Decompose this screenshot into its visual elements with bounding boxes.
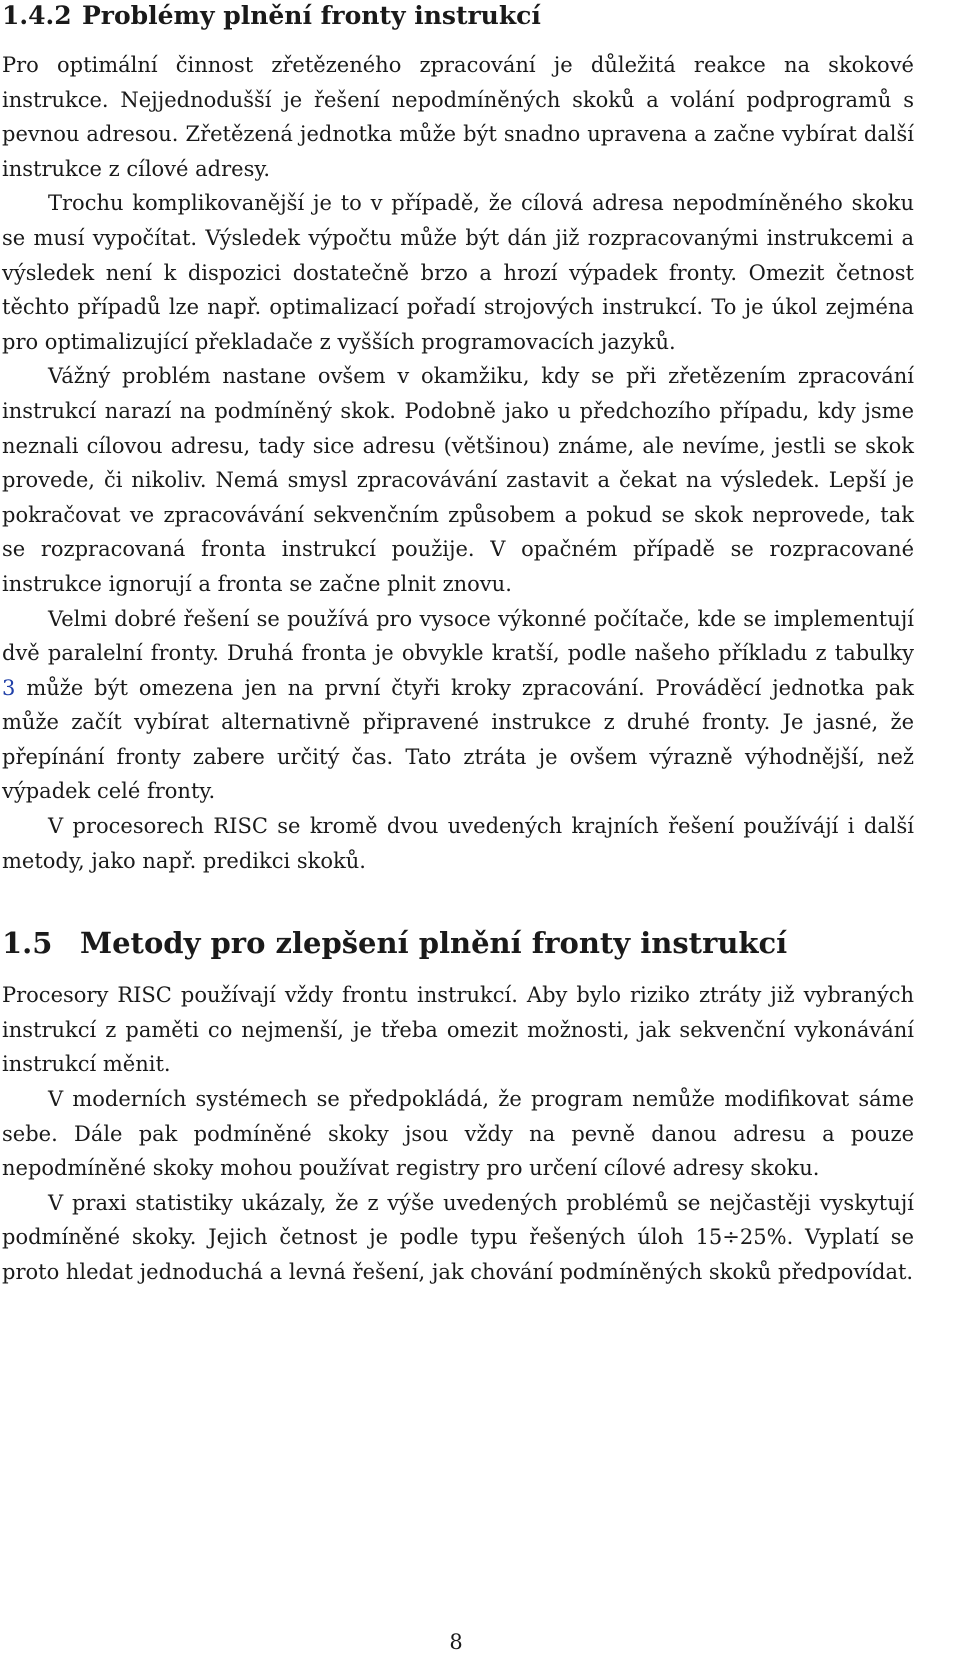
paragraph-2: Trochu komplikovanější je to v případě, že cílová adresa nepodmíněného skoku se musí vypočítat. Výsledek výpočtu může být dán již rozpracovanými instrukcemi a výsledek není k dispozici dostatečně brzo a hrozí výpadek fronty. Omezit četnost těchto případů lze např. optimalizací pořadí strojových instrukcí. To je úkol zejména pro optimalizující překladače z vyšších programovacích jazyků. — [2, 191, 914, 354]
subsection-number: 1.4.2 — [2, 1, 72, 30]
subsection-title: Problémy plnění fronty instrukcí — [82, 1, 541, 30]
section-heading — [2, 924, 914, 962]
paragraph-4 — [2, 602, 914, 810]
paragraph-4-text-end: může být omezena jen na první čtyři kroky zpracování. Prováděcí jednotka pak může začít vybírat alternativně připravené instrukce z druhé fronty. Je jasné, že přepínání fronty zabere určitý čas. Tato ztráta je ovšem výrazně výhodnější, než výpadek celé fronty. — [2, 675, 914, 804]
paragraph-3: Vážný problém nastane ovšem v okamžiku, kdy se při zřetězením zpracování instrukcí narazí na podmíněný skok. Podobně jako u předchozího případu, kdy jsme neznali cílovou adresu, tady sice adresu (většinou) známe, ale nevíme, jestli se skok provede, či nikoliv. Nemá smysl zpracovávání zastavit a čekat na výsledek. Lepší je pokračovat ve zpracovávání sekvenčním způsobem a pokud se skok neprovede, tak se rozpracovaná fronta instrukcí použije. V opačném případě se rozpracované instrukce ignorují a fronta se začne plnit znovu. — [2, 364, 914, 596]
paragraph-4-text-start: Velmi dobré řešení se používá pro vysoce výkonné počítače, kde se implementují dvě paralelní fronty. Druhá fronta je obvykle kratší, podle našeho příkladu z tabulky — [2, 606, 914, 666]
section-paragraph-3: V praxi statistiky ukázaly, že z výše uvedených problémů se nejčastěji vyskytují podmíněné skoky. Jejich četnost je podle typu řešených úloh 15÷25%. Vyplatí se proto hledat jednoduchá a levná řešení, jak chování podmíněných skoků předpovídat. — [2, 1190, 914, 1284]
section-paragraph-1: Procesory RISC používají vždy frontu instrukcí. Aby bylo riziko ztráty již vybraných instrukcí z paměti co nejmenší, je třeba omezit možnosti, jak sekvenční vykonávání instrukcí měnit. — [2, 983, 914, 1077]
section-number: 1.5 — [2, 926, 53, 961]
section-paragraph-2: V moderních systémech se předpokládá, že program nemůže modifikovat sáme sebe. Dále pak podmíněné skoky jsou vždy na pevně danou adresu a pouze nepodmíněné skoky mohou používat registry pro určení cílové adresy skoku. — [2, 1087, 914, 1181]
table-reference-link[interactable]: 3 — [2, 675, 16, 700]
section-title: Metody pro zlepšení plnění fronty instrukcí — [80, 926, 788, 961]
page-number: 8 — [449, 1630, 463, 1654]
page-content — [2, 0, 914, 1290]
paragraph-5: V procesorech RISC se kromě dvou uvedených krajních řešení používájí i další metody, jako např. predikci skoků. — [2, 814, 914, 873]
subsection-heading — [2, 0, 914, 32]
paragraph-1: Pro optimální činnost zřetězeného zpracování je důležitá reakce na skokové instrukce. Nejjednodušší je řešení nepodmíněných skoků a volání podprogramů s pevnou adresou. Zřetězená jednotka může být snadno upravena a začne vybírat další instrukce z cílové adresy. — [2, 53, 914, 181]
